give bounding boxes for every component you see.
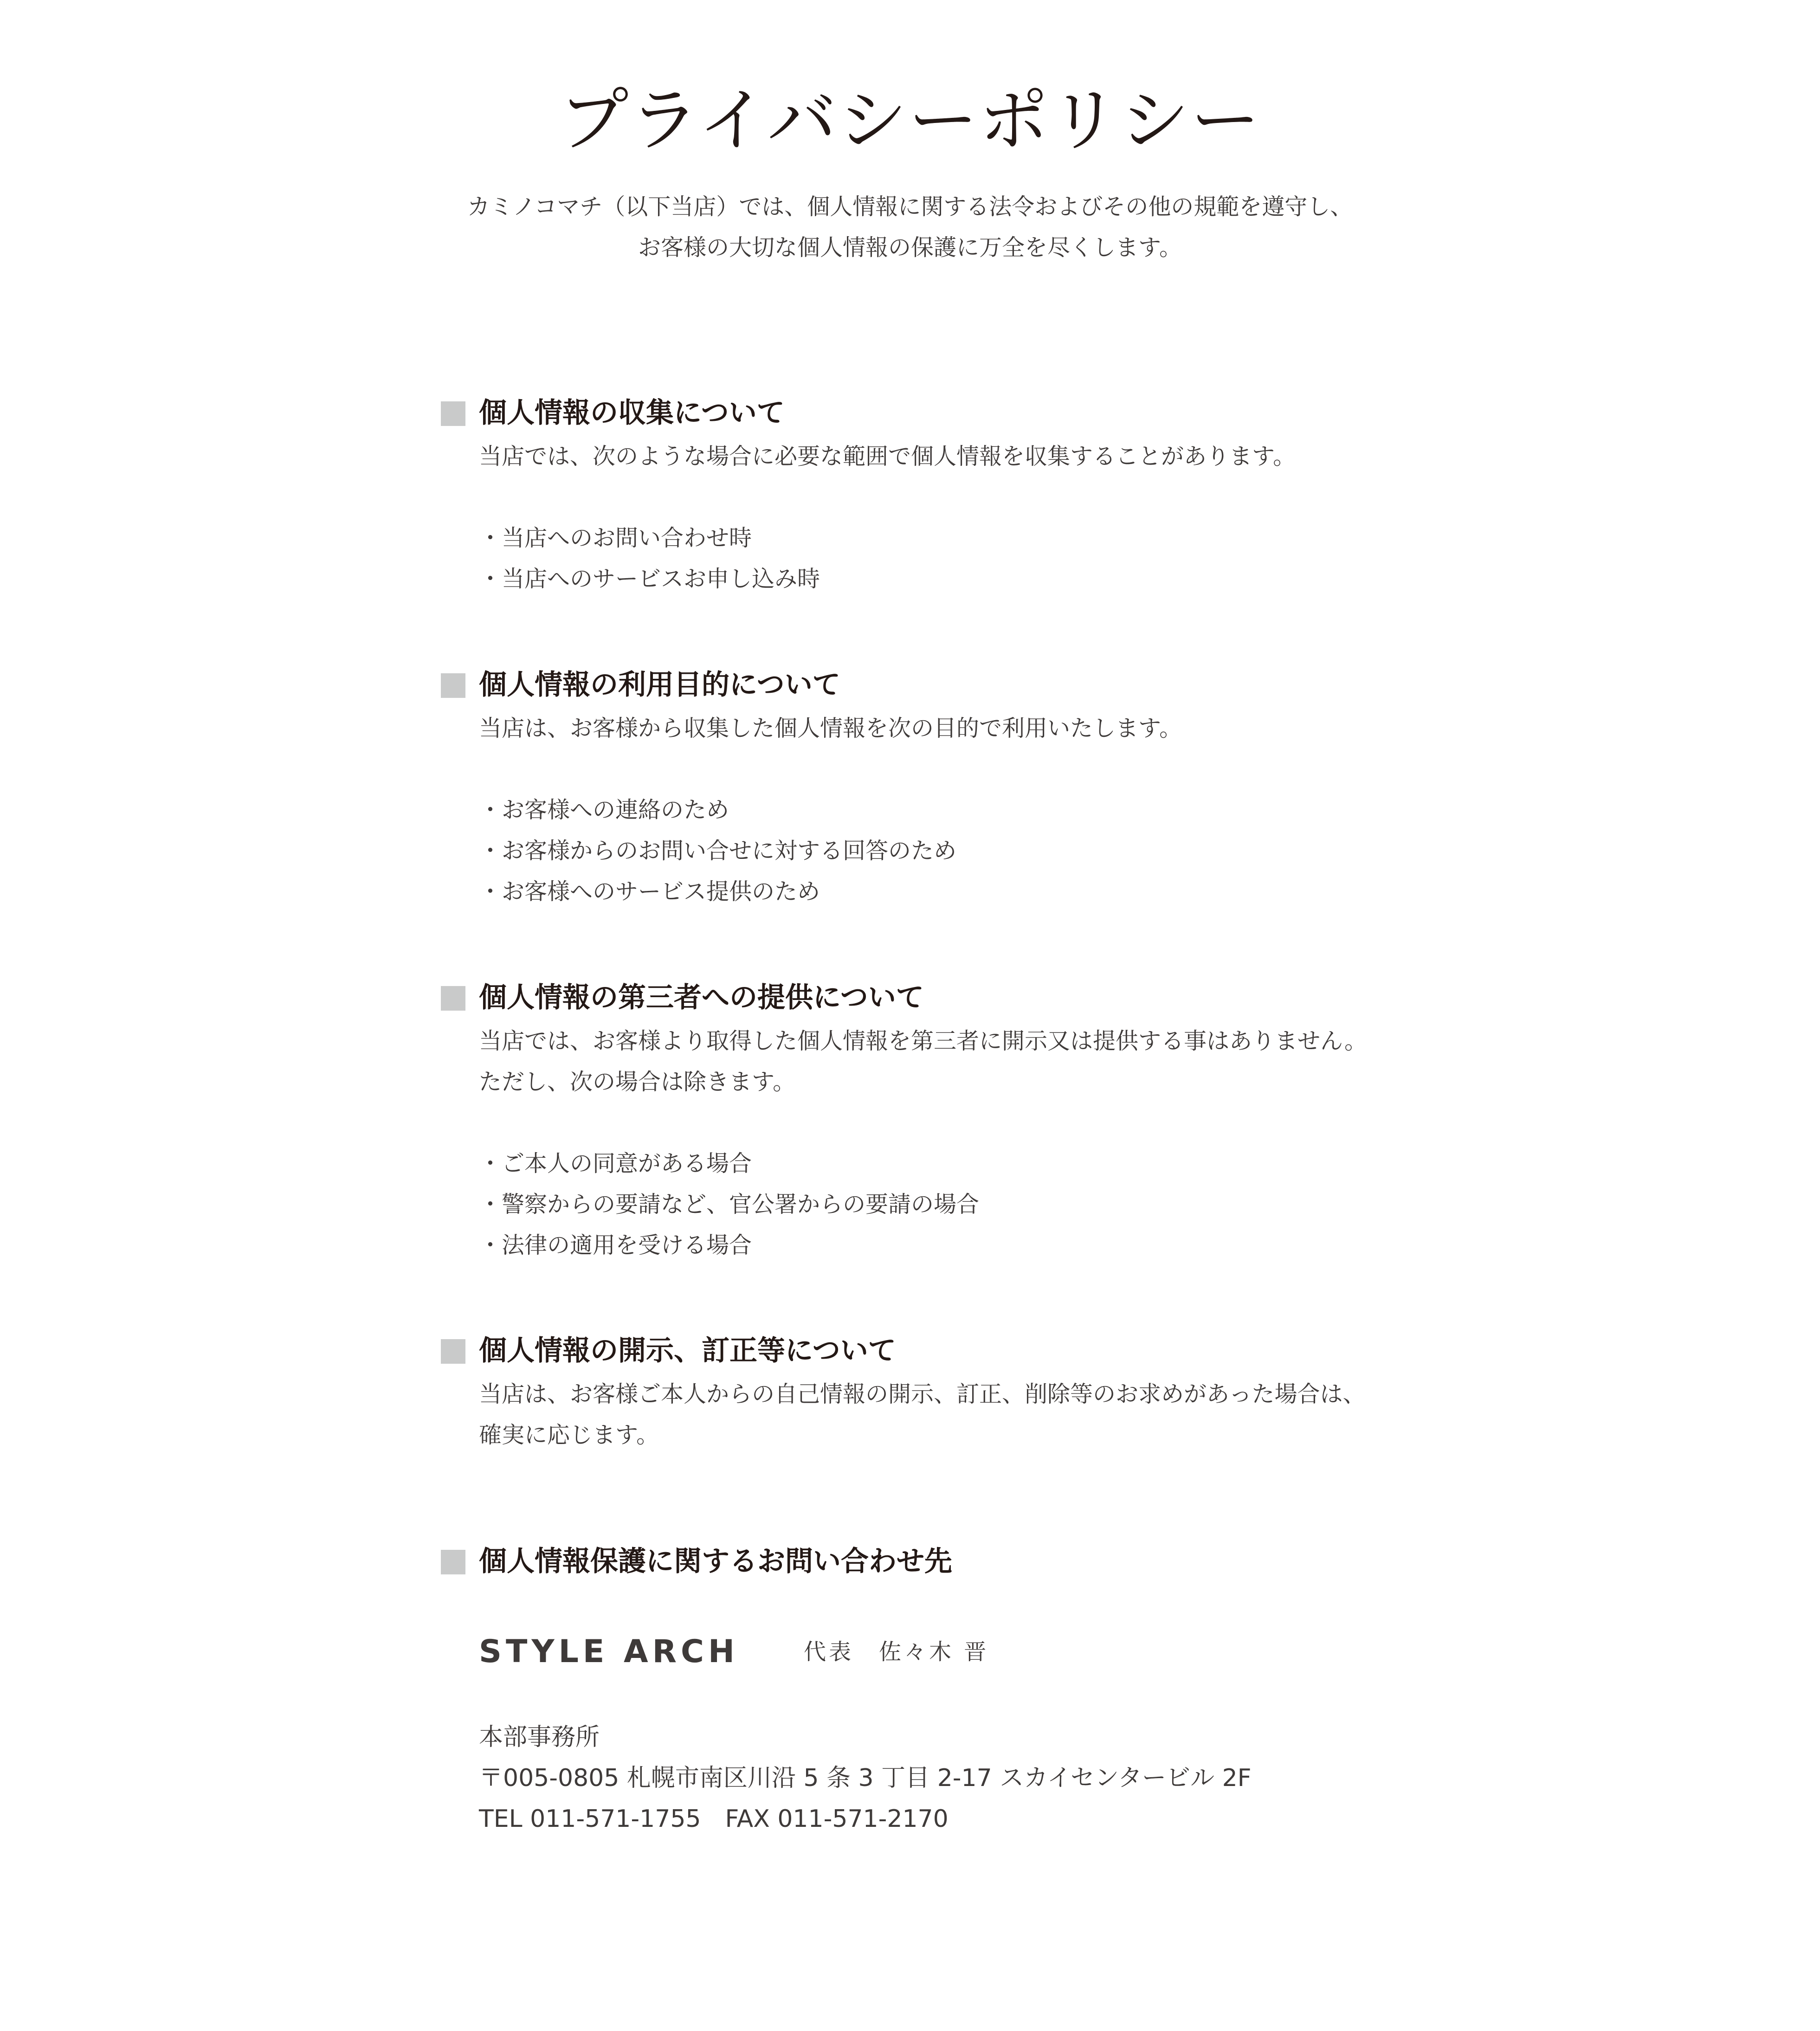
body-line: ただし、次の場合は除きます。 bbox=[479, 1069, 796, 1095]
list-item: ・当店へのお問い合わせ時 bbox=[479, 525, 752, 551]
section-heading bbox=[441, 1332, 1810, 1369]
section-heading bbox=[441, 1543, 1810, 1580]
section-purpose bbox=[441, 666, 1810, 912]
list-item: ・お客様からのお問い合せに対する回答のため bbox=[479, 838, 957, 864]
company-logo: STYLE ARCH bbox=[479, 1633, 739, 1670]
section-collection bbox=[441, 394, 1810, 600]
section-heading-text: 個人情報の開示、訂正等について bbox=[479, 1335, 896, 1367]
office-label: 本部事務所 bbox=[479, 1723, 600, 1751]
section-heading-text: 個人情報の利用目的について bbox=[479, 669, 840, 701]
office-address: 〒005-0805 札幌市南区川沿 5 条 3 丁目 2-17 スカイセンタービル 2F bbox=[479, 1764, 1252, 1792]
square-bullet-icon bbox=[441, 986, 465, 1011]
body-line: 確実に応じます。 bbox=[479, 1422, 659, 1448]
company-info bbox=[479, 1626, 1221, 1677]
section-heading bbox=[441, 979, 1810, 1016]
list-item: ・お客様へのサービス提供のため bbox=[479, 878, 820, 905]
list-item: ・警察からの要請など、官公署からの要請の場合 bbox=[479, 1191, 980, 1218]
square-bullet-icon bbox=[441, 401, 465, 426]
intro-line: カミノコマチ（以下当店）では、個人情報に関する法令およびその他の規範を遵守し、 bbox=[467, 193, 1353, 220]
section-heading bbox=[441, 666, 1810, 703]
section-heading-text: 個人情報保護に関するお問い合わせ先 bbox=[479, 1545, 952, 1578]
square-bullet-icon bbox=[441, 1550, 465, 1574]
list-item: ・ご本人の同意がある場合 bbox=[479, 1150, 752, 1177]
intro-text bbox=[0, 187, 1820, 268]
list-item: ・お客様への連絡のため bbox=[479, 797, 729, 823]
office-phone-fax: TEL 011-571-1755 FAX 011-571-2170 bbox=[479, 1805, 949, 1833]
section-body bbox=[479, 1021, 1810, 1266]
list-item: ・当店へのサービスお申し込み時 bbox=[479, 566, 820, 592]
body-line: 当店では、次のような場合に必要な範囲で個人情報を収集することがあります。 bbox=[479, 443, 1296, 470]
body-line: 当店は、お客様から収集した個人情報を次の目的で利用いたします。 bbox=[479, 715, 1182, 741]
section-body bbox=[479, 1374, 1810, 1456]
section-body bbox=[479, 436, 1810, 600]
body-line: 当店では、お客様より取得した個人情報を第三者に開示又は提供する事はありません。 bbox=[479, 1028, 1367, 1054]
body-line: 当店は、お客様ご本人からの自己情報の開示、訂正、削除等のお求めがあった場合は、 bbox=[479, 1381, 1366, 1407]
contact-details bbox=[479, 1717, 1252, 1839]
section-body bbox=[479, 708, 1810, 912]
section-heading-text: 個人情報の第三者への提供について bbox=[479, 981, 924, 1014]
intro-line: お客様の大切な個人情報の保護に万全を尽くします。 bbox=[638, 234, 1182, 261]
square-bullet-icon bbox=[441, 673, 465, 698]
section-heading-text: 個人情報の収集について bbox=[479, 397, 785, 429]
list-item: ・法律の適用を受ける場合 bbox=[479, 1232, 752, 1258]
section-contact bbox=[441, 1543, 1810, 1580]
section-third-party bbox=[441, 979, 1810, 1266]
company-representative: 代表 佐々木 晋 bbox=[804, 1639, 989, 1665]
section-disclosure bbox=[441, 1332, 1810, 1456]
square-bullet-icon bbox=[441, 1339, 465, 1364]
page-title: プライバシーポリシー bbox=[559, 80, 1261, 161]
section-heading bbox=[441, 394, 1810, 432]
